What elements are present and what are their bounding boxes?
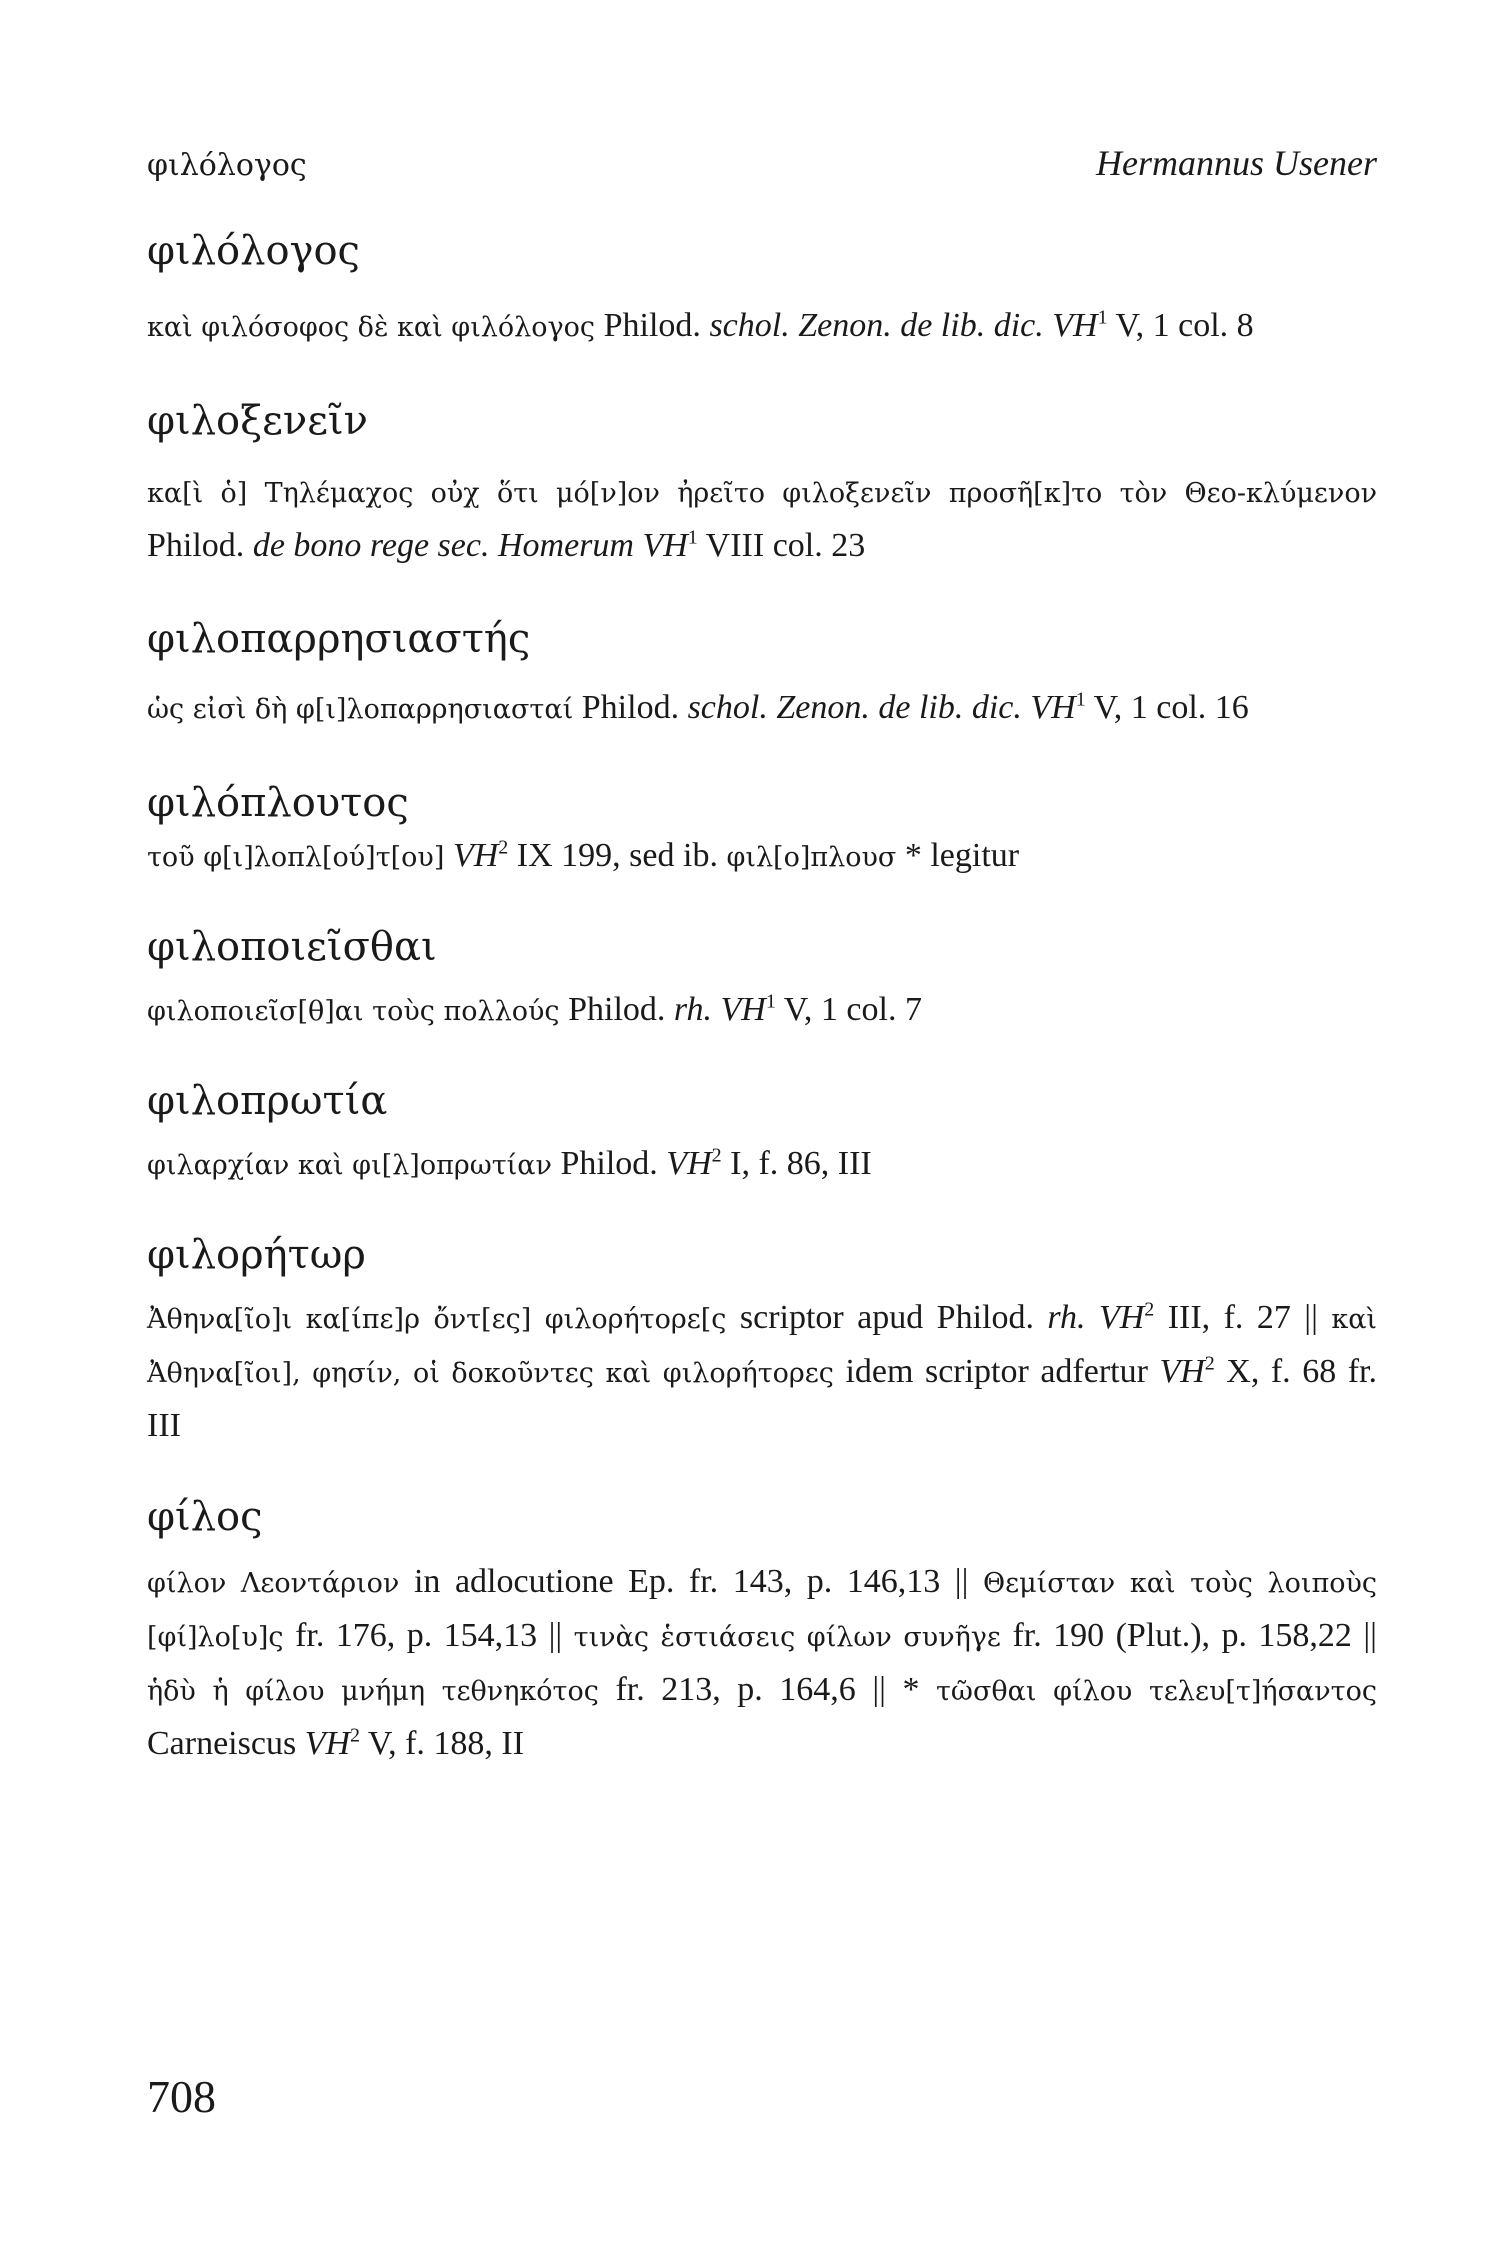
italic-reference: VH bbox=[666, 1145, 712, 1182]
entry-citation bbox=[147, 984, 1377, 1038]
italic-reference: schol. Zenon. de lib. dic. VH bbox=[709, 307, 1098, 344]
citation-text: idem scriptor adfertur bbox=[845, 1353, 1160, 1390]
page-number: 708 bbox=[147, 2071, 216, 2122]
greek-text: φίλον Λεοντάριον bbox=[147, 1568, 414, 1599]
dictionary-entry bbox=[147, 924, 1377, 1038]
entry-citation bbox=[147, 682, 1377, 736]
italic-reference: VH bbox=[304, 1725, 351, 1762]
citation-text: fr. 190 (Plut.), p. 158,22 || bbox=[1012, 1617, 1377, 1654]
greek-text: φιλαρχίαν καὶ φι[λ]οπρωτίαν bbox=[147, 1150, 561, 1181]
citation-text: Philod. bbox=[147, 527, 253, 564]
superscript: 1 bbox=[1075, 688, 1086, 711]
citation-text: Philod. bbox=[560, 1145, 667, 1182]
citation-text: VIII col. 23 bbox=[697, 527, 866, 564]
dictionary-entry bbox=[147, 1078, 1377, 1192]
superscript: 2 bbox=[1204, 1352, 1215, 1375]
greek-text: ὡς εἰσὶ δὴ φ[ι]λοπαρρησιασταί bbox=[147, 694, 582, 725]
superscript: 2 bbox=[1144, 1298, 1155, 1321]
entry-citation bbox=[147, 830, 1377, 884]
italic-reference: de bono rege sec. Homerum VH bbox=[252, 527, 688, 564]
greek-text: Ἀθηνα[ῖο]ι κα[ίπε]ρ ὄντ[ες] φιλορήτορε[ς bbox=[147, 1304, 740, 1335]
running-header bbox=[147, 130, 1377, 190]
italic-reference: VH bbox=[1159, 1353, 1205, 1390]
citation-text: V, 1 col. 16 bbox=[1085, 689, 1249, 726]
entry-headword: φίλος bbox=[147, 1494, 263, 1540]
citation-text: V, f. 188, II bbox=[360, 1725, 525, 1762]
citation-text: X, f. 68 fr. III bbox=[147, 1353, 1377, 1444]
superscript: 2 bbox=[350, 1724, 361, 1747]
citation-text: I, f. 86, III bbox=[721, 1145, 872, 1182]
italic-reference: VH bbox=[452, 837, 499, 874]
entry-headword: φιλοξενεῖν bbox=[147, 398, 368, 444]
italic-reference: schol. Zenon. de lib. dic. VH bbox=[687, 689, 1076, 726]
greek-text: καὶ Ἀθηνα[ῖοι], φησίν, οἱ δοκοῦντες καὶ φιλορήτορες bbox=[147, 1304, 1378, 1389]
citation-text: Carneiscus bbox=[147, 1725, 305, 1762]
greek-text: τῶσθαι φίλου τελευ[τ]ήσαντος bbox=[936, 1676, 1377, 1707]
entries-list bbox=[147, 228, 1377, 1770]
citation-text: scriptor apud Philod. bbox=[739, 1299, 1048, 1336]
greek-text: φιλ[ο]πλουσ bbox=[726, 842, 897, 873]
entry-citation bbox=[147, 300, 1377, 354]
italic-reference: rh. VH bbox=[673, 991, 766, 1028]
entry-headword: φιλόλογος bbox=[147, 228, 360, 274]
entry-headword: φιλοποιεῖσθαι bbox=[147, 924, 437, 970]
superscript: 2 bbox=[498, 836, 509, 859]
citation-text: IX 199, sed ib. bbox=[508, 837, 727, 874]
citation-text: V, 1 col. 7 bbox=[775, 991, 922, 1028]
citation-text: fr. 213, p. 164,6 || * bbox=[615, 1671, 936, 1708]
superscript: 1 bbox=[1097, 306, 1108, 329]
superscript: 2 bbox=[711, 1144, 722, 1167]
greek-text: φιλοποιεῖσ[θ]αι τοὺς πολλούς bbox=[147, 996, 569, 1027]
dictionary-entry bbox=[147, 398, 1377, 572]
superscript: 1 bbox=[687, 526, 698, 549]
citation-text: * legitur bbox=[896, 837, 1020, 874]
entry-citation bbox=[147, 466, 1377, 572]
citation-text: fr. 176, p. 154,13 || bbox=[295, 1617, 574, 1654]
entry-citation bbox=[147, 1138, 1377, 1192]
greek-text: τινὰς ἑστιάσεις φίλων συνῆγε bbox=[573, 1622, 1013, 1653]
dictionary-entry bbox=[147, 1494, 1377, 1770]
dictionary-entry bbox=[147, 228, 1377, 354]
superscript: 1 bbox=[765, 990, 776, 1013]
dictionary-page bbox=[147, 130, 1377, 1770]
greek-text: κα[ὶ ὁ] Τηλέμαχος οὐχ ὅτι μό[ν]ον ἠρεῖτο φιλοξενεῖν προσῆ[κ]το τὸν Θεο-κλύμενον bbox=[147, 478, 1377, 509]
citation-text: V, 1 col. 8 bbox=[1107, 307, 1254, 344]
entry-citation bbox=[147, 1292, 1377, 1452]
citation-text: Philod. bbox=[603, 307, 710, 344]
dictionary-entry bbox=[147, 780, 1377, 884]
dictionary-entry bbox=[147, 616, 1377, 736]
citation-text: Philod. bbox=[568, 991, 674, 1028]
italic-reference: rh. VH bbox=[1047, 1299, 1145, 1336]
citation-text: in adlocutione Ep. fr. 143, p. 146,13 || bbox=[413, 1563, 983, 1600]
citation-text: III, f. 27 || bbox=[1154, 1299, 1332, 1336]
greek-text: ἡδὺ ἡ φίλου μνήμη τεθνηκότος bbox=[147, 1676, 616, 1707]
header-headword: φιλόλογος bbox=[147, 148, 307, 183]
entry-citation bbox=[147, 1556, 1377, 1770]
header-author: Hermannus Usener bbox=[1096, 143, 1377, 183]
entry-headword: φιλορήτωρ bbox=[147, 1232, 366, 1278]
greek-text: Θεμίσταν καὶ τοὺς λοιποὺς [φί]λο[υ]ς bbox=[147, 1568, 1377, 1653]
greek-text: καὶ φιλόσοφος δὲ καὶ φιλόλογος bbox=[147, 312, 604, 343]
citation-text: Philod. bbox=[581, 689, 688, 726]
entry-headword: φιλόπλουτος bbox=[147, 780, 409, 826]
greek-text: τοῦ φ[ι]λοπλ[ού]τ[ου] bbox=[147, 842, 453, 873]
entry-headword: φιλοπρωτία bbox=[147, 1078, 388, 1124]
dictionary-entry bbox=[147, 1232, 1377, 1452]
entry-headword: φιλοπαρρησιαστής bbox=[147, 616, 531, 662]
